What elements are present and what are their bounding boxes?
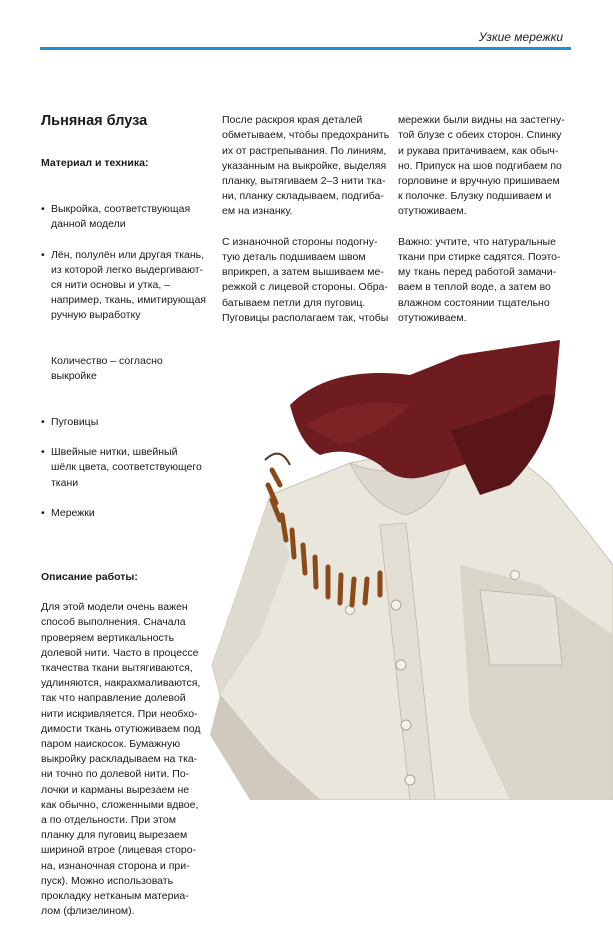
materials-item: • Швейные нитки, швейный шёлк цвета, соответствующего ткани xyxy=(41,445,211,491)
button xyxy=(391,600,401,610)
necklace-cord xyxy=(265,454,290,465)
article-title: Льняная блуза xyxy=(41,113,148,130)
section-title: Узкие мережки xyxy=(478,30,563,44)
column-3-paragraph-2: Важно: учтите, что натуральные ткани при стирке садятся. Поэто- му ткань перед работой замачи- ваем в теплой воде, а затем во влажном состоянии тщательно отутюживаем. xyxy=(398,235,561,324)
materials-item: • Выкройка, соответствующая данной модели xyxy=(41,202,211,232)
button xyxy=(396,660,406,670)
materials-heading: Материал и техника: xyxy=(41,157,149,170)
materials-item: • Лён, полулён или другая ткань, из которой легко выдергивают- ся нити основы и утка, – например, ткань, имитирующая ручную выработку xyxy=(41,248,211,324)
column-2-paragraph-2: С изнаночной стороны подогну- тую деталь подшиваем швом вприкреп, а затем вышиваем ме- режкой с лицевой стороны. Обра- батываем петли для пуговиц. Пуговицы располагаем так, чтобы xyxy=(222,235,389,324)
column-3 xyxy=(398,98,566,341)
button xyxy=(401,720,411,730)
materials-list-more xyxy=(41,400,211,537)
work-heading: Описание работы: xyxy=(41,570,138,583)
column-3-paragraph-1: мережки были видны на застегну- той блузе с обеих сторон. Спинку и рукава притачиваем, как обыч- но. Припуск на шов подгибаем по горловине и вручную пришиваем к полочке. Блузку подшиваем и отутюживаем. xyxy=(398,114,565,218)
column-2-paragraph-1: После раскроя края деталей обметываем, чтобы предохранить их от растрепывания. По линиям, указанным на выкройке, выделяя планку, вытягиваем 2–3 нити тка- ни, планку складываем, подгиба- ем на изнанку. xyxy=(222,114,390,218)
column-2 xyxy=(222,98,390,341)
materials-item: • Мережки xyxy=(41,506,211,521)
blouse-photo xyxy=(210,335,613,800)
quantity-line: Количество – согласно выкройке xyxy=(51,355,163,383)
button xyxy=(511,571,520,580)
materials-list xyxy=(41,187,211,339)
button xyxy=(405,775,415,785)
blouse-pocket xyxy=(480,590,562,665)
header-rule xyxy=(40,47,571,50)
work-text: Для этой модели очень важен способ выполнения. Сначала проверяем вертикальность долевой нити. Часто в процессе ткачества ткани вытягиваются, удлиняются, накрахмаливаются, так что направление долевой нити искривляется. При необхо- димости ткань отутюживаем под паром наискосок. Бумажную выкройку раскладываем на тка- ни точно по долевой нити. По- лочки и карманы вырезаем не как обычно, сложенными вдвое, а по отдельности. При этом планку для пуговиц вырезаем шириной втрое (лицевая сторо- на, изнаночная сторона и при- пуск). Можно использовать прокладку нетканым материа- лом (флизелином). xyxy=(41,601,201,918)
materials-item: • Пуговицы xyxy=(41,415,211,430)
column-1 xyxy=(41,98,211,935)
